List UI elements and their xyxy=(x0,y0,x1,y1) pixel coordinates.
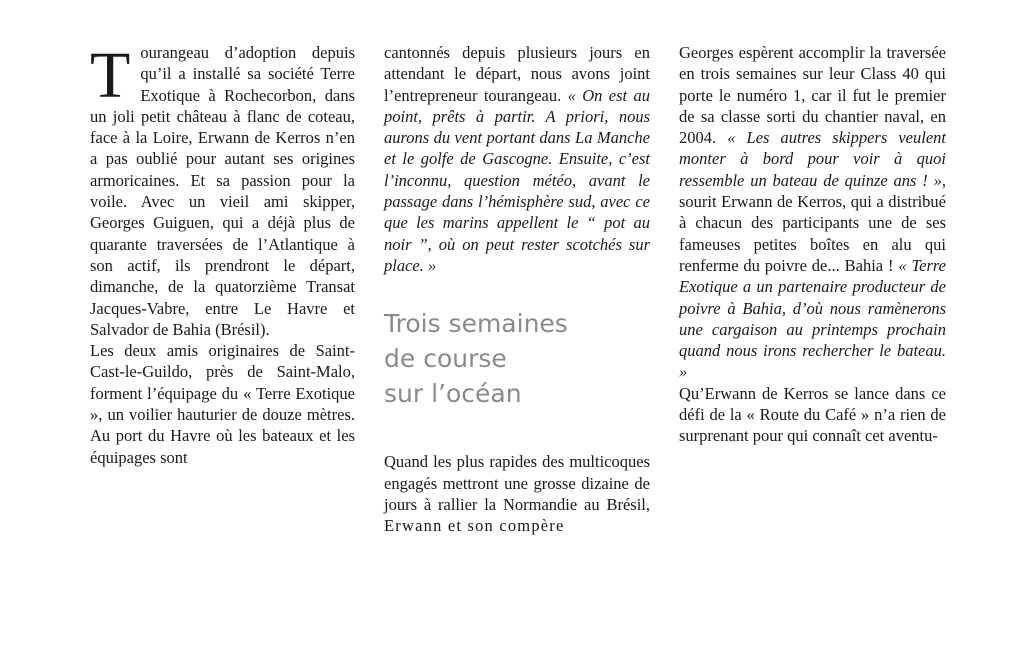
paragraph-text-end: Erwann et son compère xyxy=(384,516,565,536)
heading-line: de course xyxy=(384,344,507,374)
quote-text: « On est au point, prêts à partir. A priori, nous aurons du vent portant dans La Manche et le golfe de Gascogne. Ensuite, c’est l’inconnu, question météo, avant le passage dans l’hémisphère sud, avec ce que les marins appellent le “ pot au noir ”, où on peut rester scotchés sur place. » xyxy=(384,85,650,275)
paragraph-race xyxy=(384,451,650,536)
paragraph-text: Georges espèrent accomplir la traversée en trois semaines sur leur Class 40 qui porte le numéro 1, car il fut le premier de sa classe sorti du chantier naval, en 2004. xyxy=(679,43,946,148)
heading-line: Trois semaines xyxy=(384,309,568,339)
section-heading xyxy=(384,306,650,411)
paragraph-quote-departure xyxy=(384,42,650,276)
paragraph-route: Qu’Erwann de Kerros se lance dans ce défi de la « Route du Café » n’a rien de surprenant pour qui connaît cet aventu- xyxy=(679,383,946,446)
paragraph-text: Quand les plus rapides des multicoques engagés mettront une grosse dizaine de jours à rallier la Normandie au Brésil, xyxy=(384,452,650,514)
heading-line: sur l’océan xyxy=(384,379,522,409)
drop-cap: T xyxy=(90,39,131,112)
article-column-3 xyxy=(679,42,946,447)
paragraph-text: cantonnés depuis plusieurs jours en attendant le départ, nous avons joint l’entrepreneur tourangeau. xyxy=(384,43,650,105)
intro-text: ourangeau d’adoption depuis qu’il a installé sa société Terre Exotique à Rochecorbon, dans un joli petit château à flanc de coteau, face à la Loire, Erwann de Kerros n’en a pas oublié pour autant ses origines armoricaines. Et sa passion pour la voile. Avec un vieil ami skipper, Georges Guiguen, qui a déjà plus de quarante traversées de l’Atlantique à son actif, ils prendront le départ, dimanche, de la quatorzième Transat Jacques-Vabre, entre Le Havre et Salvador de Bahia (Brésil). xyxy=(90,43,355,339)
article-column-1 xyxy=(90,39,355,468)
quote-text: « Les autres skippers veulent monter à bord pour voir à quoi ressemble un bateau de quinze ans ! » xyxy=(679,128,946,190)
article-column-2 xyxy=(384,42,650,536)
paragraph-text: , sourit Erwann de Kerros, qui a distribué à chacun des participants une de ses fameuses petites boîtes en alu qui renferme du poivre de... Bahia ! xyxy=(679,170,946,275)
paragraph-crew: Les deux amis originaires de Saint-Cast-le-Guildo, près de Saint-Malo, forment l’équipage du « Terre Exotique », un voilier hauturier de douze mètres. Au port du Havre où les bateaux et les équipages sont xyxy=(90,341,355,467)
paragraph-intro xyxy=(90,39,355,340)
quote-text: « Terre Exotique a un partenaire producteur de poivre à Bahia, d’où nous ramènerons une cargaison au printemps prochain quand nous irons rechercher le bateau. » xyxy=(679,255,947,382)
paragraph-crossing xyxy=(679,42,946,383)
